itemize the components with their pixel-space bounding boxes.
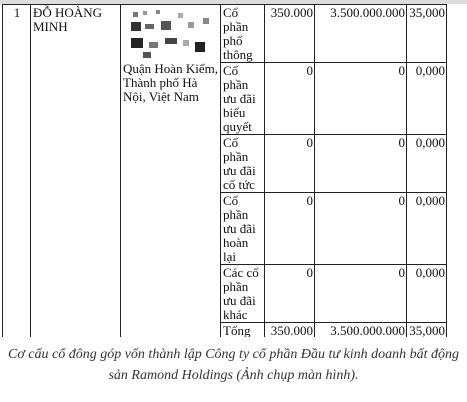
share-value: 0 xyxy=(315,63,407,135)
redacted-address-block xyxy=(123,8,219,62)
shareholder-table xyxy=(2,4,447,337)
share-type: Cổ phần ưu đãi biểu quyết xyxy=(221,63,265,135)
share-percent: 0,000 xyxy=(407,265,447,323)
share-quantity: 0 xyxy=(265,135,315,193)
total-percent: 35,000 xyxy=(407,323,447,338)
total-quantity: 350.000 xyxy=(265,323,315,338)
share-type: Cổ phần ưu đãi cổ tức xyxy=(221,135,265,193)
share-value: 0 xyxy=(315,265,407,323)
share-value: 0 xyxy=(315,193,407,265)
share-value: 0 xyxy=(315,135,407,193)
row-number: 1 xyxy=(3,5,31,338)
share-quantity: 0 xyxy=(265,63,315,135)
shareholder-name: ĐỖ HOÀNG MINH xyxy=(31,5,121,338)
total-label: Tổng xyxy=(221,323,265,338)
table-row xyxy=(3,5,447,63)
share-value: 3.500.000.000 xyxy=(315,5,407,63)
share-type: Các cổ phần ưu đãi khác xyxy=(221,265,265,323)
share-type: Cổ phần ưu đãi hoàn lại xyxy=(221,193,265,265)
share-percent: 0,000 xyxy=(407,193,447,265)
share-percent: 35,000 xyxy=(407,5,447,63)
share-quantity: 0 xyxy=(265,193,315,265)
share-type: Cổ phần phổ thông xyxy=(221,5,265,63)
share-quantity: 0 xyxy=(265,265,315,323)
shareholder-address xyxy=(121,5,221,338)
address-text: Quận Hoàn Kiếm, Thành phố Hà Nội, Việt Nam xyxy=(123,61,218,104)
share-percent: 0,000 xyxy=(407,135,447,193)
share-quantity: 350.000 xyxy=(265,5,315,63)
share-percent: 0,000 xyxy=(407,63,447,135)
total-value: 3.500.000.000 xyxy=(315,323,407,338)
image-caption: Cơ cấu cổ đông góp vốn thành lập Công ty cổ phần Đầu tư kinh doanh bất động sản Ramond Holdings (Ảnh chụp màn hình). xyxy=(7,347,459,383)
